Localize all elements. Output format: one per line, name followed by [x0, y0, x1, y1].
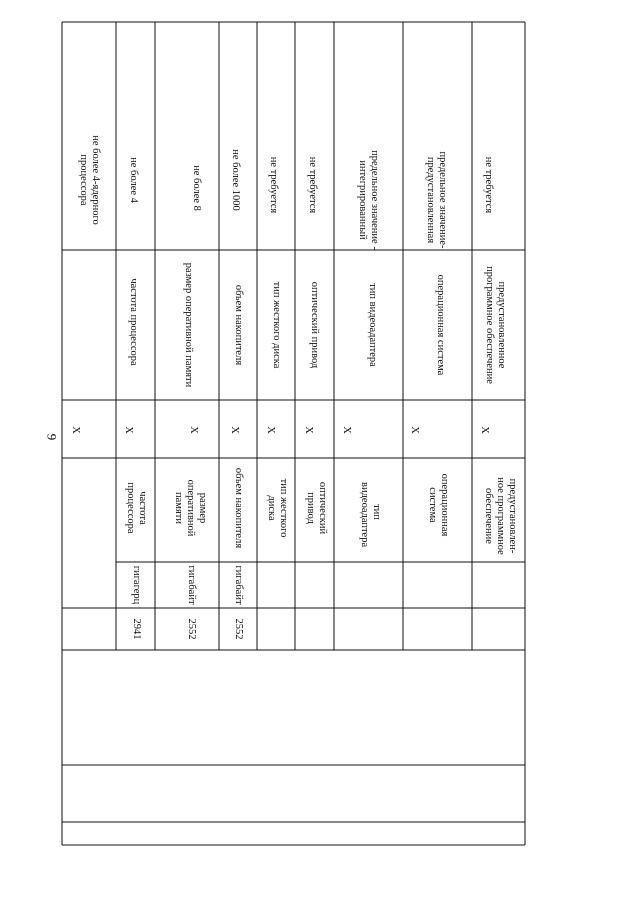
row-1-spec-name: частота процессора	[128, 278, 139, 366]
row-3-unit: гигабайт	[233, 565, 244, 605]
row-7-spec-value: предельное значение-предустановленная	[425, 151, 448, 249]
row-6-char-name: тип видеоадаптера	[359, 482, 382, 548]
row-4-char-name: тип жесткого диска	[266, 478, 289, 538]
row-3-char-name: объем накопителя	[233, 467, 244, 549]
row-4-spec-name: тип жесткого диска	[271, 281, 282, 369]
row-1-unit: гигагерц	[131, 565, 142, 605]
row-2-spec-name: размер оперативной памяти	[183, 262, 194, 388]
row-7-char-name: операционная система	[427, 473, 450, 537]
row-6-spec-value: предельное значение - интегрированный	[357, 150, 380, 250]
row-0-spec-value: не более 4-ядерного процессора	[78, 135, 101, 225]
row-0-x-mark: X	[70, 426, 81, 434]
row-3-spec-value: не более 1000	[230, 149, 241, 211]
row-1-char-name: частота процессора	[125, 482, 148, 534]
row-8-spec-value: не требуется	[483, 156, 494, 214]
row-5-spec-value: не требуется	[307, 156, 318, 214]
row-7-spec-name: операционная система	[435, 274, 446, 376]
row-2-okei: 2552	[186, 618, 197, 640]
row-5-x-mark: X	[303, 426, 314, 434]
row-5-spec-name: оптический привод	[309, 281, 320, 369]
row-2-unit: гигабайт	[186, 565, 197, 605]
row-8-x-mark: X	[479, 426, 490, 434]
row-2-spec-value: не более 8	[191, 165, 202, 211]
row-4-x-mark: X	[265, 426, 276, 434]
row-7-x-mark: X	[409, 426, 420, 434]
row-3-okei: 2552	[233, 618, 244, 640]
row-1-x-mark: X	[123, 426, 134, 434]
page-number: 9	[44, 433, 60, 441]
row-4-spec-value: не требуется	[268, 156, 279, 214]
row-6-x-mark: X	[341, 426, 352, 434]
row-1-spec-value: не более 4	[128, 157, 139, 203]
row-2-char-name: размер оперативной памяти	[173, 479, 208, 537]
row-5-char-name: оптический привод	[305, 481, 328, 535]
row-8-spec-name: предустановленное программное обеспечение	[484, 266, 507, 384]
row-6-spec-name: тип видеоадаптера	[367, 283, 378, 367]
row-3-x-mark: X	[229, 426, 240, 434]
row-1-okei: 2941	[131, 618, 142, 640]
row-2-x-mark: X	[188, 426, 199, 434]
row-8-char-name: предустановлен-ное программное обеспечение	[483, 477, 518, 555]
row-3-spec-name: объем накопителя	[233, 284, 244, 366]
